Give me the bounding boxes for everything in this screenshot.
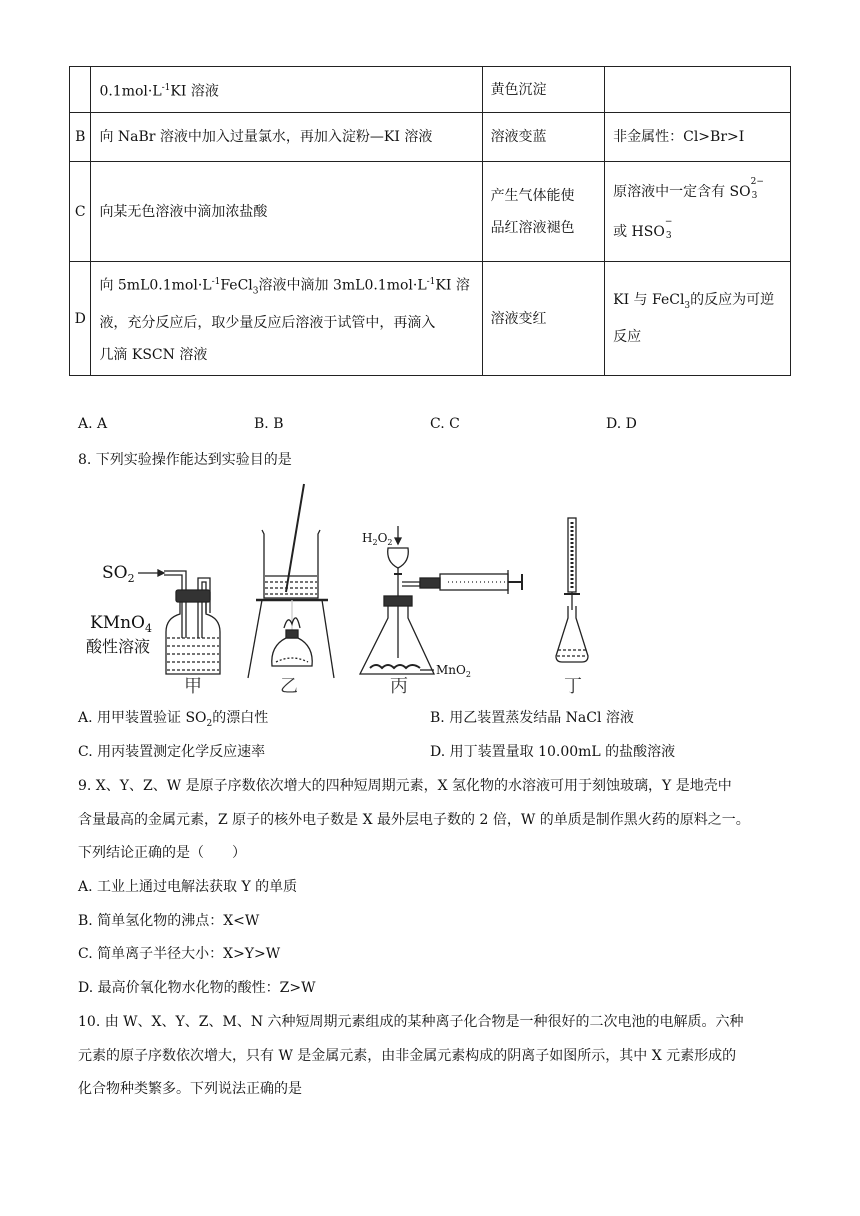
apparatus-jia — [86, 563, 220, 697]
q7-option-c[interactable]: C. C — [430, 416, 460, 432]
q8-option-c[interactable]: C. 用丙装置测定化学反应速率 — [78, 744, 266, 760]
row-label: B — [70, 113, 91, 162]
operation-cell: 向 NaBr 溶液中加入过量氯水，再加入淀粉—KI 溶液 — [91, 113, 482, 162]
table-row — [70, 162, 791, 262]
q9-stem-line: 含量最高的金属元素，Z 原子的核外电子数是 X 最外层电子数的 2 倍，W 的单质是制作黑火药的原料之一。 — [78, 812, 750, 828]
q9-option-c[interactable]: C. 简单离子半径大小：X>Y>W — [78, 946, 281, 962]
q7-experiment-table — [69, 66, 791, 376]
table-row — [70, 262, 791, 376]
q9-option-d[interactable]: D. 最高价氧化物水化物的酸性：Z>W — [78, 980, 316, 996]
q9-option-b[interactable]: B. 简单氢化物的沸点：X<W — [78, 913, 260, 929]
q10-stem-line: 元素的原子序数依次增大，只有 W 是金属元素，由非金属元素构成的阴离子如图所示，其中 X 元素形成的 — [78, 1048, 737, 1064]
conclusion-cell — [605, 67, 791, 113]
phenomenon-cell: 黄色沉淀 — [482, 67, 605, 113]
mno2-label: MnO$_2$ — [436, 663, 471, 679]
apparatus-bing — [360, 526, 522, 697]
phenomenon-cell: 产生气体能使 品红溶液褪色 — [482, 162, 605, 262]
operation-cell: 向某无色溶液中滴加浓盐酸 — [91, 162, 482, 262]
so2-label: $SO_2$ — [102, 563, 135, 585]
q7-option-b[interactable]: B. B — [254, 416, 284, 432]
q8-apparatus-figure — [80, 478, 620, 700]
conclusion-cell: 原溶液中一定含有 SO 2− 3 或 HSO − 3 — [605, 162, 791, 262]
row-label — [70, 67, 91, 113]
q9-option-a[interactable]: A. 工业上通过电解法获取 Y 的单质 — [78, 879, 298, 895]
kmno4-label: KMnO$_4$ — [90, 613, 152, 635]
operation-cell: 向 $5mL0.1mol\cdot L^{-1}FeCl_3$溶液中滴加 $3mL0.1mol\cdot L^{-1}KI$ 溶 液，充分反应后，取少量反应后溶液于试管中，再滴入 几滴 KSCN 溶液 — [91, 262, 482, 376]
caption-jia: 甲 — [184, 676, 202, 697]
acid-solution-label: 酸性溶液 — [86, 637, 151, 656]
caption-bing: 丙 — [390, 676, 408, 697]
operation-cell: $0.1mol\cdot L^{-1}KI$ 溶液 — [91, 67, 482, 113]
apparatus-ding — [556, 518, 588, 697]
h2o2-label: $H_2O_2$ — [362, 531, 393, 547]
row-label: C — [70, 162, 91, 262]
conclusion-cell: 非金属性：Cl>Br>I — [605, 113, 791, 162]
apparatus-yi — [248, 484, 334, 697]
q10-stem-line: 10. 由 W、X、Y、Z、M、N 六种短周期元素组成的某种离子化合物是一种很好的二次电池的电解质。六种 — [78, 1014, 744, 1030]
q8-option-b[interactable]: B. 用乙装置蒸发结晶 NaCl 溶液 — [430, 710, 634, 726]
q10-stem-line: 化合物种类繁多。下列说法正确的是 — [78, 1081, 302, 1097]
conclusion-cell: KI 与 FeCl$_3$的反应为可逆 反应 — [605, 262, 791, 376]
q9-stem-line: 下列结论正确的是（ ） — [78, 845, 246, 861]
q8-option-a[interactable]: A. 用甲装置验证 $SO_2$的漂白性 — [78, 710, 269, 729]
caption-yi: 乙 — [280, 676, 298, 697]
table-row — [70, 113, 791, 162]
table-row — [70, 67, 791, 113]
q8-stem: 8. 下列实验操作能达到实验目的是 — [78, 452, 292, 468]
phenomenon-cell: 溶液变蓝 — [482, 113, 605, 162]
q8-option-d[interactable]: D. 用丁装置量取 10.00mL 的盐酸溶液 — [430, 744, 676, 760]
q7-option-d[interactable]: D. D — [606, 416, 637, 432]
q7-option-a[interactable]: A. A — [78, 416, 108, 432]
phenomenon-cell: 溶液变红 — [482, 262, 605, 376]
q9-stem-line: 9. X、Y、Z、W 是原子序数依次增大的四种短周期元素，X 氢化物的水溶液可用于刻蚀玻璃，Y 是地壳中 — [78, 778, 732, 794]
caption-ding: 丁 — [564, 676, 582, 697]
row-label: D — [70, 262, 91, 376]
